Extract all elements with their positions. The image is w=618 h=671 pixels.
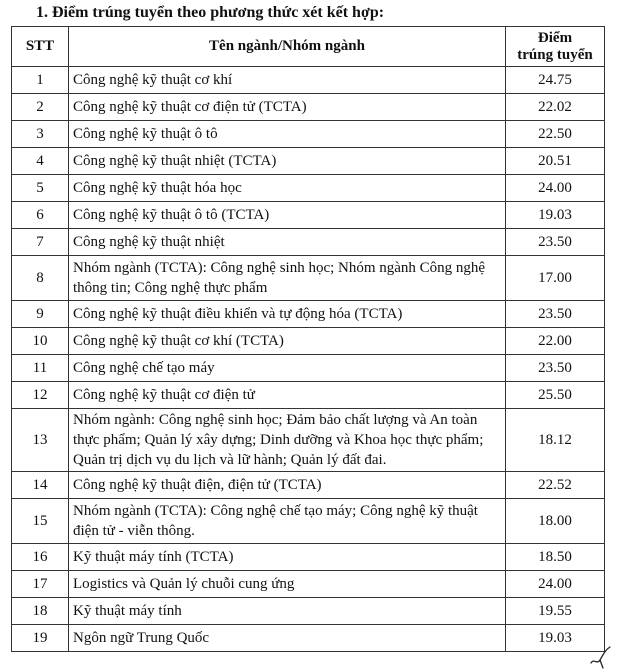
table-row bbox=[12, 328, 605, 355]
row-stt: 18 bbox=[12, 598, 69, 625]
header-score bbox=[506, 27, 605, 67]
row-major-name: Công nghệ kỹ thuật hóa học bbox=[69, 175, 506, 202]
row-major-name: Công nghệ kỹ thuật điện, điện tử (TCTA) bbox=[69, 472, 506, 499]
row-stt: 16 bbox=[12, 544, 69, 571]
row-stt: 19 bbox=[12, 625, 69, 652]
row-score: 22.50 bbox=[506, 121, 605, 148]
table-row bbox=[12, 175, 605, 202]
table-row bbox=[12, 256, 605, 301]
row-score: 19.03 bbox=[506, 625, 605, 652]
row-stt: 6 bbox=[12, 202, 69, 229]
row-major-name: Công nghệ kỹ thuật cơ điện tử bbox=[69, 382, 506, 409]
table-row bbox=[12, 148, 605, 175]
row-score: 24.00 bbox=[506, 571, 605, 598]
row-major-name: Công nghệ kỹ thuật ô tô bbox=[69, 121, 506, 148]
row-major-name: Công nghệ kỹ thuật nhiệt bbox=[69, 229, 506, 256]
table-row bbox=[12, 571, 605, 598]
row-major-name: Kỹ thuật máy tính bbox=[69, 598, 506, 625]
row-major-name: Công nghệ chế tạo máy bbox=[69, 355, 506, 382]
row-score: 24.00 bbox=[506, 175, 605, 202]
row-major-name: Nhóm ngành (TCTA): Công nghệ sinh học; Nhóm ngành Công nghệ thông tin; Công nghệ thực phẩm bbox=[69, 256, 506, 301]
header-score-line2: trúng tuyển bbox=[517, 46, 593, 63]
table-row bbox=[12, 544, 605, 571]
row-stt: 17 bbox=[12, 571, 69, 598]
row-score: 19.55 bbox=[506, 598, 605, 625]
row-major-name: Công nghệ kỹ thuật cơ khí bbox=[69, 67, 506, 94]
header-score-line1: Điểm bbox=[537, 29, 573, 46]
row-major-name: Công nghệ kỹ thuật cơ khí (TCTA) bbox=[69, 328, 506, 355]
row-score: 18.12 bbox=[506, 409, 605, 472]
row-major-name: Nhóm ngành (TCTA): Công nghệ chế tạo máy; Công nghệ kỹ thuật điện tử - viễn thông. bbox=[69, 499, 506, 544]
row-score: 22.00 bbox=[506, 328, 605, 355]
row-major-name: Công nghệ kỹ thuật cơ điện tử (TCTA) bbox=[69, 94, 506, 121]
row-score: 18.50 bbox=[506, 544, 605, 571]
row-score: 22.02 bbox=[506, 94, 605, 121]
row-score: 25.50 bbox=[506, 382, 605, 409]
row-stt: 7 bbox=[12, 229, 69, 256]
table-row bbox=[12, 499, 605, 544]
row-score: 20.51 bbox=[506, 148, 605, 175]
row-score: 24.75 bbox=[506, 67, 605, 94]
table-row bbox=[12, 472, 605, 499]
table-row bbox=[12, 94, 605, 121]
row-stt: 10 bbox=[12, 328, 69, 355]
row-stt: 11 bbox=[12, 355, 69, 382]
row-stt: 3 bbox=[12, 121, 69, 148]
row-stt: 13 bbox=[12, 409, 69, 472]
row-stt: 2 bbox=[12, 94, 69, 121]
row-major-name: Kỹ thuật máy tính (TCTA) bbox=[69, 544, 506, 571]
table-row bbox=[12, 382, 605, 409]
row-score: 22.52 bbox=[506, 472, 605, 499]
row-stt: 15 bbox=[12, 499, 69, 544]
signature-mark bbox=[588, 644, 614, 670]
row-major-name: Nhóm ngành: Công nghệ sinh học; Đảm bảo chất lượng và An toàn thực phẩm; Quản lý xây dựng; Dinh dưỡng và Khoa học thực phẩm; Quản trị dịch vụ du lịch và lữ hành; Quản lý đất đai. bbox=[69, 409, 506, 472]
section-heading: 1. Điểm trúng tuyển theo phương thức xét kết hợp: bbox=[36, 4, 385, 21]
row-major-name: Công nghệ kỹ thuật ô tô (TCTA) bbox=[69, 202, 506, 229]
table-row bbox=[12, 67, 605, 94]
row-stt: 9 bbox=[12, 301, 69, 328]
table-row bbox=[12, 202, 605, 229]
row-major-name: Logistics và Quản lý chuỗi cung ứng bbox=[69, 571, 506, 598]
header-major-name: Tên ngành/Nhóm ngành bbox=[69, 27, 506, 67]
row-stt: 5 bbox=[12, 175, 69, 202]
row-score: 18.00 bbox=[506, 499, 605, 544]
row-major-name: Ngôn ngữ Trung Quốc bbox=[69, 625, 506, 652]
table-row bbox=[12, 229, 605, 256]
row-score: 23.50 bbox=[506, 301, 605, 328]
row-stt: 14 bbox=[12, 472, 69, 499]
row-stt: 1 bbox=[12, 67, 69, 94]
table-row bbox=[12, 355, 605, 382]
table-header-row bbox=[12, 27, 605, 67]
row-major-name: Công nghệ kỹ thuật nhiệt (TCTA) bbox=[69, 148, 506, 175]
row-score: 17.00 bbox=[506, 256, 605, 301]
row-major-name: Công nghệ kỹ thuật điều khiển và tự động hóa (TCTA) bbox=[69, 301, 506, 328]
header-stt: STT bbox=[12, 27, 69, 67]
table-row bbox=[12, 301, 605, 328]
admission-score-table bbox=[11, 26, 605, 652]
table-row bbox=[12, 598, 605, 625]
row-stt: 8 bbox=[12, 256, 69, 301]
row-score: 19.03 bbox=[506, 202, 605, 229]
row-score: 23.50 bbox=[506, 355, 605, 382]
row-stt: 4 bbox=[12, 148, 69, 175]
table-row bbox=[12, 121, 605, 148]
table-row bbox=[12, 409, 605, 472]
table-row bbox=[12, 625, 605, 652]
row-stt: 12 bbox=[12, 382, 69, 409]
row-score: 23.50 bbox=[506, 229, 605, 256]
